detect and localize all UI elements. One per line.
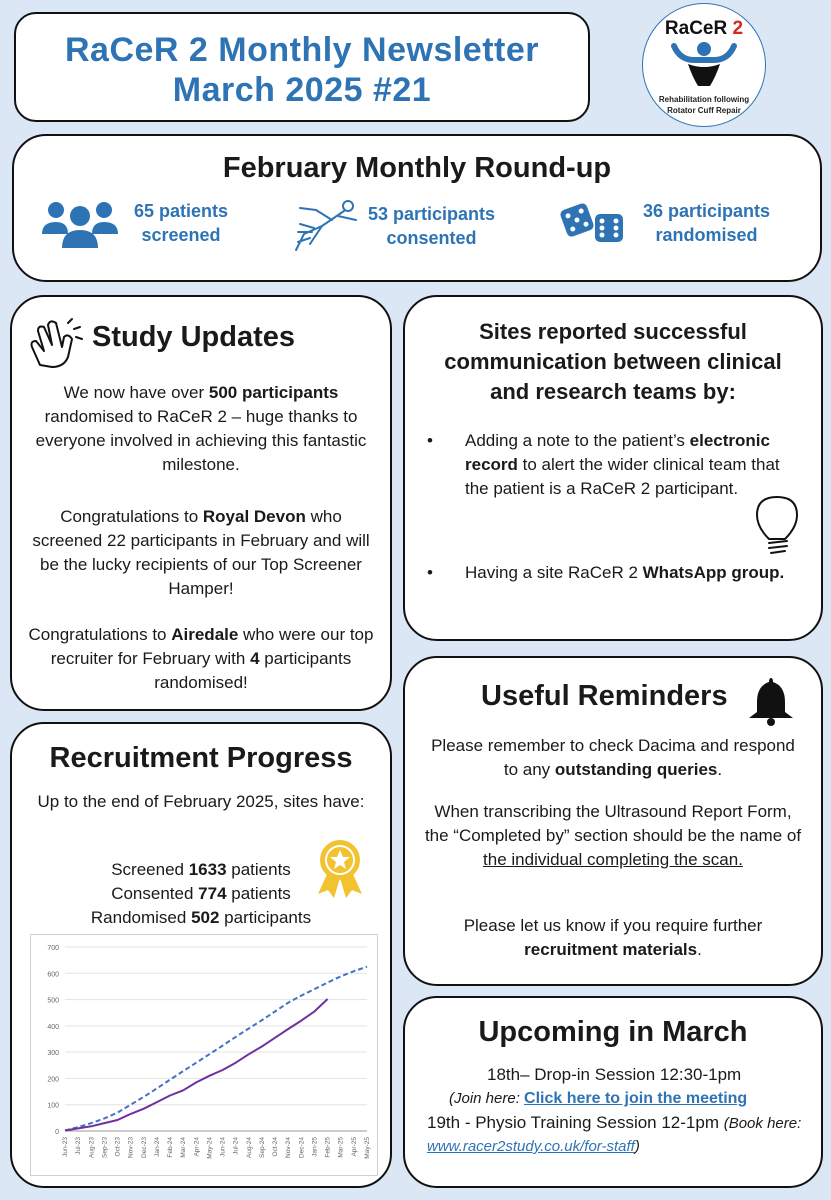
sites-communication-panel: [403, 295, 823, 641]
sites-list-1: [427, 429, 801, 501]
y-tick-label: 100: [47, 1102, 59, 1110]
people-icon: [42, 198, 118, 248]
x-tick-label: Aug-23: [88, 1137, 96, 1158]
x-tick-label: Jan-25: [311, 1137, 319, 1157]
reminder-ultrasound: When transcribing the Ultrasound Report Form, the “Completed by” section should be the name of the individual completing the scan.: [424, 802, 802, 869]
x-tick-label: Aug-24: [245, 1137, 253, 1158]
lightbulb-icon: [751, 493, 803, 559]
stat-consented-text: 53 participants consented: [368, 204, 496, 248]
y-tick-label: 0: [55, 1129, 59, 1136]
newsletter-issue: March 2025 #21: [172, 71, 432, 109]
sites-list-2: [427, 561, 801, 585]
logo-name: RaCeR 2: [664, 18, 744, 39]
upcoming-events-panel: [403, 996, 823, 1188]
target-series-line: [65, 967, 367, 1131]
total-screened: Screened 1633 patients: [111, 860, 291, 879]
monthly-roundup-panel: [12, 134, 822, 282]
x-tick-label: Jun-23: [62, 1137, 69, 1157]
x-tick-label: Mar-25: [337, 1137, 345, 1158]
x-tick-label: Jan-24: [153, 1137, 161, 1157]
x-tick-label: Dec-24: [298, 1137, 306, 1158]
sites-heading: Sites reported successful communication between clinical and research teams by:: [444, 319, 782, 404]
clapping-hands-icon: [28, 317, 84, 369]
recruitment-chart: [30, 934, 378, 1176]
y-tick-label: 400: [47, 1023, 59, 1031]
x-tick-label: Apr-25: [350, 1137, 358, 1157]
dice-icon: [559, 198, 629, 248]
award-ribbon-icon: [312, 836, 368, 898]
x-tick-label: Sep-23: [101, 1137, 109, 1158]
x-tick-label: Mar-24: [180, 1137, 188, 1158]
y-tick-label: 500: [47, 997, 59, 1005]
total-consented: Consented 774 patients: [111, 884, 291, 903]
x-tick-label: May-24: [206, 1137, 214, 1159]
reminder-dacima: Please remember to check Dacima and respond to any outstanding queries.: [431, 736, 795, 779]
reminder-materials: Please let us know if you require further recruitment materials.: [463, 916, 763, 959]
logo-tagline-1: Rehabilitation following: [658, 95, 750, 104]
study-updates-panel: [10, 295, 392, 711]
event-physio: 19th - Physio Training Session 12-1pm (Book here: www.racer2study.co.uk/for-staff): [427, 1113, 802, 1155]
recruitment-progress-panel: [10, 722, 392, 1188]
roundup-heading: February Monthly Round-up: [222, 152, 612, 184]
x-tick-label: Oct-23: [114, 1137, 122, 1157]
x-tick-label: Jul-24: [232, 1137, 240, 1155]
x-tick-label: Nov-23: [127, 1137, 135, 1158]
y-tick-label: 200: [47, 1076, 59, 1084]
upcoming-heading: Upcoming in March: [478, 1016, 748, 1048]
y-tick-label: 300: [47, 1050, 59, 1058]
x-tick-label: Jun-24: [219, 1137, 227, 1157]
recruitment-intro: Up to the end of February 2025, sites have:: [37, 792, 365, 811]
y-tick-label: 600: [47, 971, 59, 979]
reminders-heading: Useful Reminders: [481, 680, 728, 712]
racer2-logo: [642, 3, 766, 127]
logo-figure-icon: [664, 40, 744, 88]
x-tick-label: Feb-25: [324, 1137, 332, 1158]
join-meeting-link[interactable]: Click here to join the meeting: [524, 1090, 748, 1107]
list-item: • Having a site RaCeR 2 WhatsApp group.: [427, 561, 801, 585]
x-tick-label: Nov-24: [285, 1137, 293, 1158]
stat-randomised-text: 36 participants randomised: [643, 201, 771, 245]
title-panel: [14, 12, 590, 122]
study-updates-heading: Study Updates: [92, 321, 296, 353]
superhero-icon: [292, 198, 362, 254]
updates-paragraph-recruiter: Congratulations to Airedale who were our top recruiter for February with 4 participants randomised!: [28, 625, 374, 692]
stat-screened: [42, 198, 228, 248]
recruitment-heading: Recruitment Progress: [49, 742, 353, 774]
logo-tagline-2: Rotator Cuff Repair: [667, 106, 741, 115]
recruitment-line-chart: [31, 935, 377, 1175]
x-tick-label: Dec-23: [140, 1137, 148, 1158]
newsletter-title: RaCeR 2 Monthly Newsletter: [65, 31, 539, 69]
x-tick-label: Feb-24: [167, 1137, 175, 1158]
stat-consented: [292, 198, 495, 254]
updates-paragraph-milestone: We now have over 500 participants randomised to RaCeR 2 – huge thanks to everyone involved in achieving this fantastic milestone.: [35, 383, 367, 474]
list-item: • Adding a note to the patient’s electronic record to alert the wider clinical team that the patient is a RaCeR 2 participant.: [427, 429, 801, 501]
stat-screened-text: 65 patients screened: [134, 201, 229, 245]
x-tick-label: Sep-24: [258, 1137, 266, 1158]
actual-series-line: [65, 999, 328, 1131]
x-tick-label: Apr-24: [193, 1137, 201, 1157]
bell-icon: [747, 674, 795, 726]
x-tick-label: May-25: [364, 1137, 371, 1159]
event-dropin: 18th– Drop-in Session 12:30-1pm: [487, 1065, 742, 1084]
event-dropin-join: (Join here: Click here to join the meeting: [449, 1090, 748, 1107]
x-tick-label: Oct-24: [272, 1137, 280, 1157]
book-training-link[interactable]: www.racer2study.co.uk/for-staff: [427, 1138, 635, 1155]
useful-reminders-panel: [403, 656, 823, 986]
stat-randomised: [559, 198, 770, 248]
x-tick-label: Jul-23: [75, 1137, 83, 1155]
total-randomised: Randomised 502 participants: [90, 908, 312, 927]
updates-paragraph-screener: Congratulations to Royal Devon who screened 22 participants in February and will be the lucky recipients of our Top Screener Hamper!: [32, 507, 370, 598]
y-tick-label: 700: [47, 945, 59, 952]
